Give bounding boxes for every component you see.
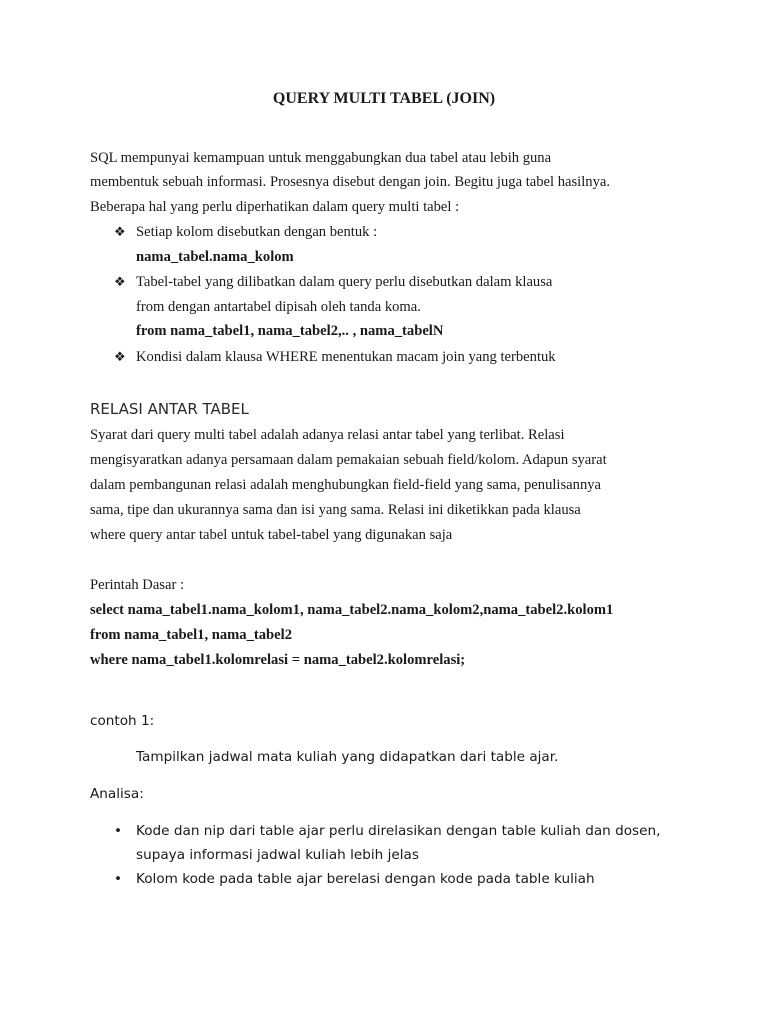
point-2-text-2: from dengan antartabel dipisah oleh tanda koma. <box>136 299 421 315</box>
intro-line-3: Beberapa hal yang perlu diperhatikan dalam query multi tabel : <box>90 199 460 215</box>
relasi-line-3: dalam pembangunan relasi adalah menghubungkan field-field yang sama, penulisannya <box>90 477 602 493</box>
relasi-line-2: mengisyaratkan adanya persamaan dalam pemakaian sebuah field/kolom. Adapun syarat <box>90 452 607 468</box>
contoh-label: contoh 1: <box>90 713 155 729</box>
analisa-label: Analisa: <box>90 786 144 802</box>
diamond-bullet-icon: ❖ <box>114 224 126 239</box>
perintah-label: Perintah Dasar : <box>90 577 185 593</box>
dot-bullet-icon: • <box>114 871 123 887</box>
code-line-where: where nama_tabel1.kolomrelasi = nama_tabel2.kolomrelasi; <box>90 652 466 668</box>
point-2-code: from nama_tabel1, nama_tabel2,.. , nama_tabelN <box>136 323 444 339</box>
point-1-code: nama_tabel.nama_kolom <box>136 249 294 265</box>
section-heading: RELASI ANTAR TABEL <box>90 400 249 418</box>
code-line-from: from nama_tabel1, nama_tabel2 <box>90 627 293 643</box>
point-2-text: Tabel-tabel yang dilibatkan dalam query perlu disebutkan dalam klausa <box>136 274 553 290</box>
page-title: QUERY MULTI TABEL (JOIN) <box>272 90 496 107</box>
analisa-point-1-line-2: supaya informasi jadwal kuliah lebih jelas <box>136 847 419 863</box>
diamond-bullet-icon: ❖ <box>114 349 126 364</box>
intro-line-1: SQL mempunyai kemampuan untuk menggabungkan dua tabel atau lebih guna <box>90 150 552 166</box>
contoh-text: Tampilkan jadwal mata kuliah yang didapatkan dari table ajar. <box>136 749 559 765</box>
code-line-select: select nama_tabel1.nama_kolom1, nama_tabel2.nama_kolom2,nama_tabel2.kolom1 <box>90 602 614 618</box>
relasi-line-5: where query antar tabel untuk tabel-tabel yang digunakan saja <box>90 527 453 543</box>
analisa-point-2-line-1: Kolom kode pada table ajar berelasi dengan kode pada table kuliah <box>136 871 595 887</box>
point-1-text: Setiap kolom disebutkan dengan bentuk : <box>136 224 378 240</box>
dot-bullet-icon: • <box>114 823 123 839</box>
intro-line-2: membentuk sebuah informasi. Prosesnya disebut dengan join. Begitu juga tabel hasilnya. <box>90 174 611 190</box>
analisa-point-1-line-1: Kode dan nip dari table ajar perlu direlasikan dengan table kuliah dan dosen, <box>136 823 661 839</box>
relasi-line-4: sama, tipe dan ukurannya sama dan isi yang sama. Relasi ini diketikkan pada klausa <box>90 502 581 518</box>
relasi-line-1: Syarat dari query multi tabel adalah adanya relasi antar tabel yang terlibat. Relasi <box>90 427 565 443</box>
point-3-text: Kondisi dalam klausa WHERE menentukan macam join yang terbentuk <box>136 349 556 365</box>
diamond-bullet-icon: ❖ <box>114 274 126 289</box>
